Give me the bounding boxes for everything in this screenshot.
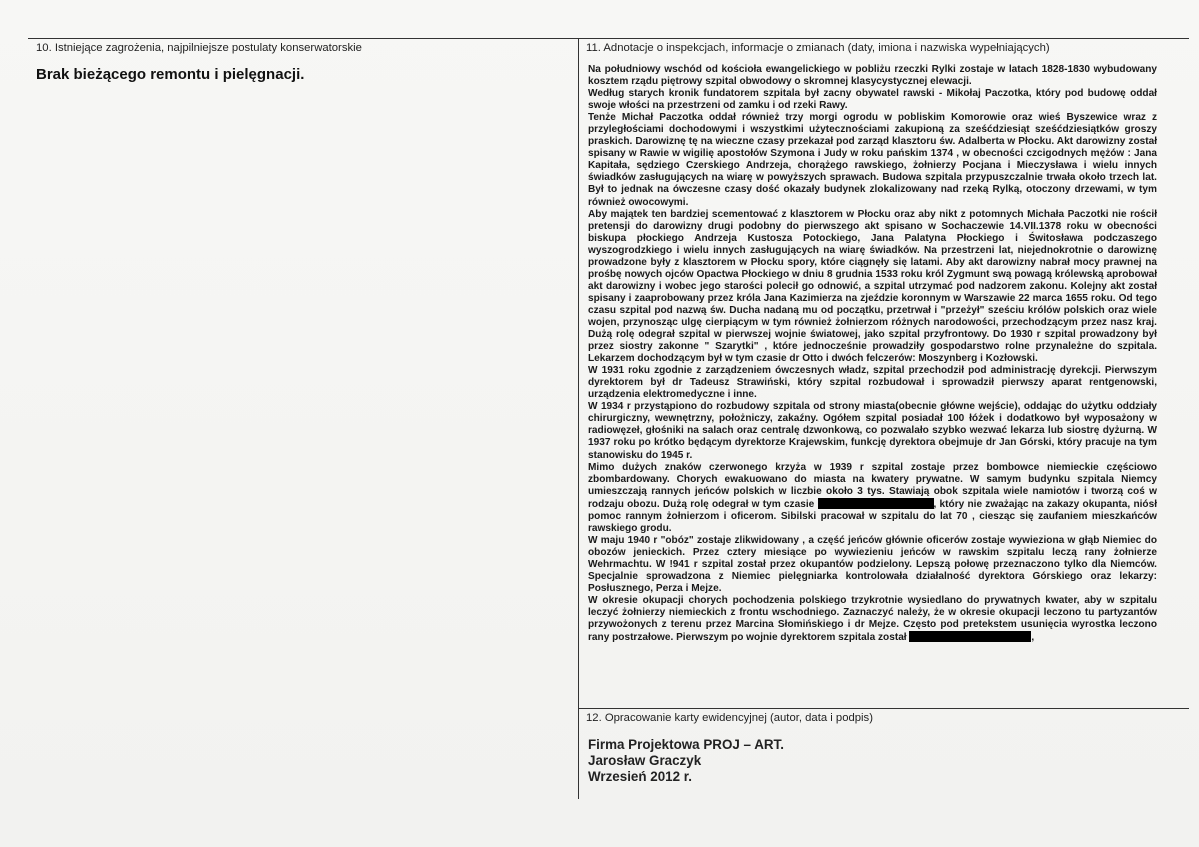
paragraph <box>588 595 1157 644</box>
redaction-bar <box>818 498 934 509</box>
top-divider <box>28 38 1189 39</box>
paragraph: Tenże Michał Paczotka oddał również trzy morgi ogrodu w pobliskim Komorowie oraz wieś Byszewice wraz z przyległościami dochodowymi i wszystkimi użytecznościami zakupioną za sześćdziesiąt sześćdziesiątków groszy praskich. Darowiznę tę na wieczne czasy przekazał pod zarząd klasztoru św. Adalberta w Płocku. Akt darowizny został spisany w Rawie w wigilię apostołów Szymona i Judy w roku pańskim 1374 , w obecności czcigodnych mężów : Jana Kapitała, sędziego Czerskiego Andrzeja, chorążego rawskiego, żołnierzy Pocjana i Mieczysława i wielu innych świadków zasługujących na wiarę w powyższych sprawach. Budowa szpitala przypuszczalnie trwała około trzech lat. Był to jednak na ówczesne czasy dość okazały budynek zlokalizowany nad rzeką Rylką, otoczony drzewami, w tym również owocowymi. <box>588 112 1157 208</box>
author-block <box>588 737 784 785</box>
redaction-bar <box>909 631 1031 642</box>
paragraph: W 1931 roku zgodnie z zarządzeniem ówczesnych władz, szpital przechodził pod administrację dyrekcji. Pierwszym dyrektorem był dr Tadeusz Strawiński, który szpital rozbudował i sprowadził pierwszy aparat rentgenowski, urządzenia elektromedyczne i inne. <box>588 365 1157 401</box>
section10-text: Brak bieżącego remontu i pielęgnacji. <box>36 66 305 83</box>
author-date: Wrzesień 2012 r. <box>588 769 692 784</box>
paragraph: W maju 1940 r "obóz" zostaje zlikwidowany , a część jeńców głównie oficerów zostaje wywieziona w głąb Niemiec do obozów jenieckich. Przez cztery miesiące po wywiezieniu jeńców w rawskim szpitalu leczą rany żołnierze Wehrmachtu. W !941 r szpital został przez okupantów podzielony. Lepszą połowę przeznaczono tylko dla Niemców. Specjalnie sprowadzona z Niemiec pielęgniarka kontrolowała działalność dyrektora Górskiego oraz lekarzy: Posłusznego, Perza i Mejze. <box>588 534 1157 595</box>
column-divider <box>578 38 579 799</box>
author-name: Jarosław Graczyk <box>588 753 702 768</box>
paragraph-text: Mimo dużych znaków czerwonego krzyża w 1939 r szpital zostaje przez bombowce niemieckie częściowo zbombardowany. Chorych ewakuowano do miasta na kwatery prywatne. W samym budynku szpitala Niemcy umieszczają rannych jeńców polskich w liczbie około 3 tys. Stawiają obok szpitala wiele namiotów i tworzą coś w rodzaju obozu. Dużą rolę odegrał w tym czasie <box>588 461 1157 510</box>
paragraph: Aby majątek ten bardziej scementować z klasztorem w Płocku oraz aby nikt z potomnych Michała Paczotki nie rościł pretensji do darowizny drugi podobny do pierwszego akt spisano w Sochaczewie 14.VII.1378 roku w obecności biskupa płockiego Andrzeja Kustosza Potockiego, Jana Palatyna Płockiego i Świtosława podczaszego wyszogrodzkiego i wielu innych zasługujących na wiarę świadków. Na przestrzeni lat, niejednokrotnie o darowiznę prowadzone były z klasztorem w Płocku spory, które ciągnęły się latami. Aby akt darowizny nabrał mocy prawnej na prośbę nowych ojców Opactwa Płockiego w dniu 8 grudnia 1533 roku król Zygmunt swą powagą królewską aprobował akt darowizny i wobec jego starości polecił go odnowić, a szpital utrzymać pod nadzorem zakonu. Kolejny akt został spisany i zaaprobowany przez króla Jana Kazimierza na zjeździe koronnym w Warszawie 22 marca 1655 roku. Od tego czasu szpital pod nazwą św. Ducha nadaną mu od początku, przetrwał i "przeżył" sześciu królów polskich oraz wiele wojen, przynosząc ulgę cierpiącym w tym również żołnierzom różnych narodowości, przechodzącym przez nasz kraj. Dużą rolę odegrał szpital w pierwszej wojnie światowej, jako szpital przyfrontowy. Do 1930 r szpital prowadzony był przez siostry zakonne " Szarytki" , które jednocześnie prowadziły gospodarstwo rolne przynależne do szpitala. Lekarzem dochodzącym był w tym czasie dr Otto i dwóch felczerów: Moszynberg i Kozłowski. <box>588 208 1157 365</box>
section11-body <box>588 64 1157 644</box>
author-company: Firma Projektowa PROJ – ART. <box>588 737 784 752</box>
paragraph: Na południowy wschód od kościoła ewangelickiego w pobliżu rzeczki Rylki zostaje w latach 1828-1830 wybudowany kosztem rządu piętrowy szpital obwodowy o skromnej klasycystycznej elewacji. <box>588 64 1157 88</box>
section12-divider <box>578 708 1189 709</box>
section10-header: 10. Istniejące zagrożenia, najpilniejsze postulaty konserwatorskie <box>36 42 362 54</box>
section11-header: 11. Adnotacje o inspekcjach, informacje o zmianach (daty, imiona i nazwiska wypełniających) <box>586 42 1050 54</box>
paragraph <box>588 462 1157 535</box>
paragraph: Według starych kronik fundatorem szpitala był zacny obywatel rawski - Mikołaj Paczotka, który pod budowę oddał swoje włości na przestrzeni od zamku i od rzeki Rawy. <box>588 88 1157 112</box>
paragraph: W 1934 r przystąpiono do rozbudowy szpitala od strony miasta(obecnie główne wejście), oddając do użytku oddziały chirurgiczny, wewnętrzny, położniczy, zakaźny. Ogółem szpital posiadał 100 łóżek i dodatkowo był wyposażony w radiowęzeł, głośniki na salach oraz centralę dzwonkową, co pozwalało szybko wezwać lekarza lub siostrę dyżurną. W 1937 roku po krótko będącym dyrektorze Krajewskim, funkcję dyrektora obejmuje dr Jan Górski, który pracuje na tym stanowisku do 1945 r. <box>588 401 1157 461</box>
paragraph-text: , <box>1031 632 1035 644</box>
section12-header: 12. Opracowanie karty ewidencyjnej (autor, data i podpis) <box>586 712 873 724</box>
paragraph-text: , który nie zważając na zakazy okupanta, niósł pomoc rannym żołnierzom i oficerom. Sibilski pracował w szpitalu do lat 70 , ciesząc się zaufaniem mieszkańców rawskiego grodu. <box>588 498 1157 534</box>
paragraph-text: W okresie okupacji chorych pochodzenia polskiego trzykrotnie wysiedlano do prywatnych kwater, aby w szpitalu leczyć żołnierzy niemieckich z frontu wschodniego. Zaznaczyć należy, że w okresie okupacji leczono tu partyzantów przywożonych z terenu przez Marcina Słomińskiego i dr Mejze. Często pod pretekstem usunięcia wyrostka leczono rany postrzałowe. Pierwszym po wojnie dyrektorem szpitala został <box>588 595 1157 644</box>
